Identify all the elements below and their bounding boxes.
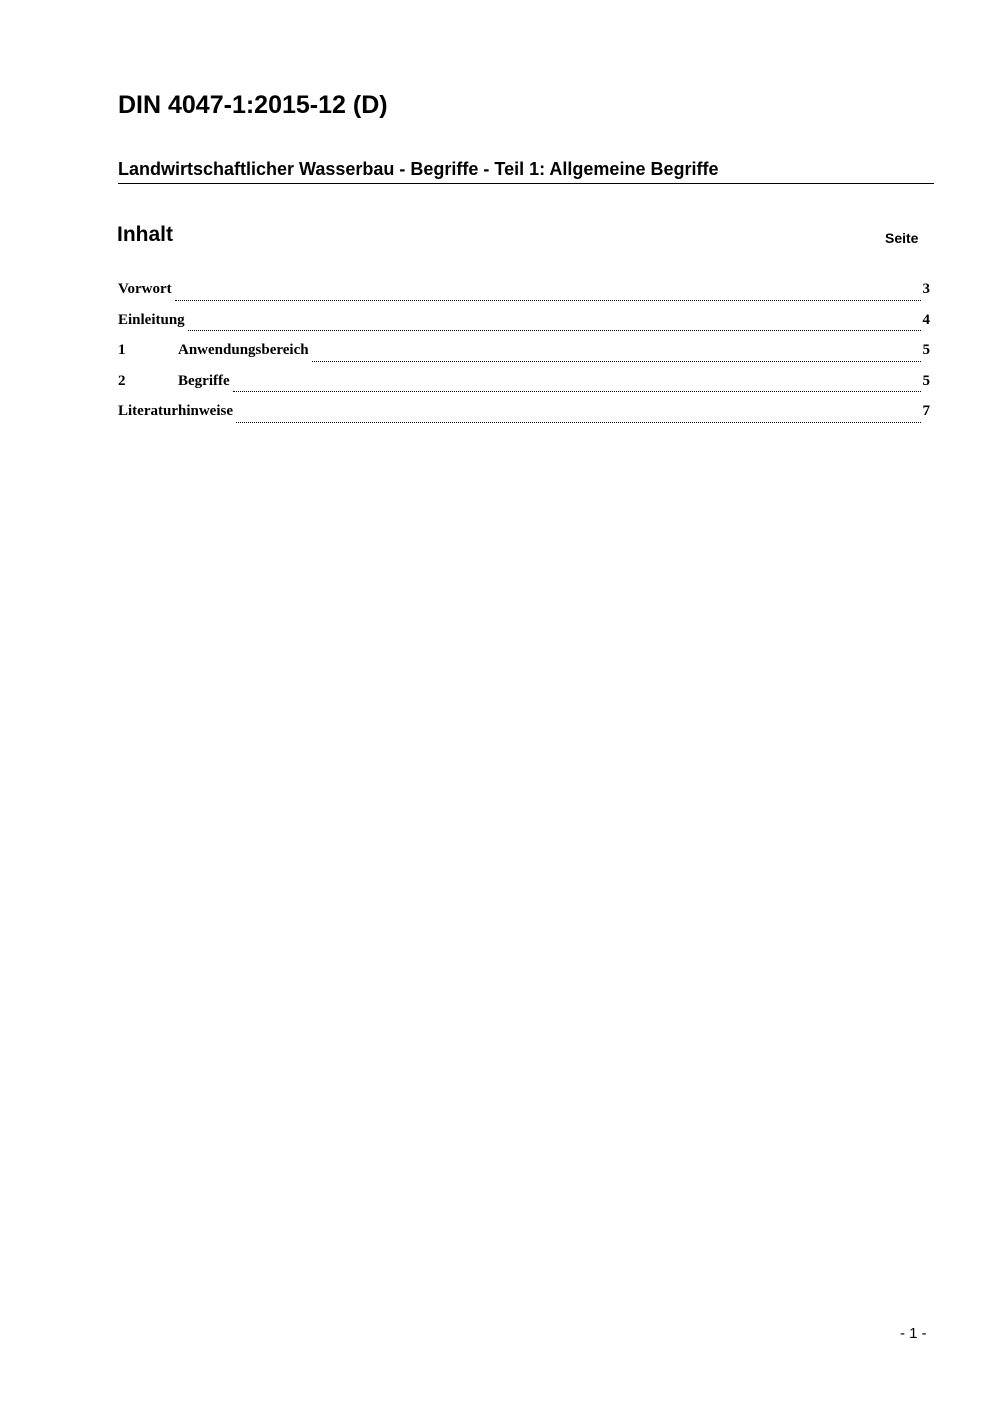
- toc-page-column-label: Seite: [885, 230, 919, 246]
- toc-dot-leader: [312, 361, 921, 362]
- toc-entry-vorwort[interactable]: [118, 278, 930, 309]
- page-number: - 1 -: [900, 1325, 927, 1342]
- toc-entry-label: Anwendungsbereich: [178, 342, 309, 358]
- toc-entry-page: 4: [922, 311, 930, 328]
- toc-entry-label: Begriffe: [178, 372, 230, 389]
- document-title: Landwirtschaftlicher Wasserbau - Begriffe - Teil 1: Allgemeine Begriffe: [118, 157, 934, 184]
- table-of-contents: [118, 278, 930, 431]
- toc-entry-literaturhinweise[interactable]: [118, 400, 930, 431]
- toc-dot-leader: [188, 330, 921, 331]
- toc-entry-label: Vorwort: [118, 281, 172, 297]
- toc-dot-leader: [236, 422, 921, 423]
- toc-entry-page: 3: [922, 281, 930, 297]
- toc-entry-number: 2: [118, 372, 126, 389]
- toc-entry-number: 1: [118, 342, 126, 358]
- toc-entry-anwendungsbereich[interactable]: [118, 339, 930, 370]
- toc-dot-leader: [233, 391, 921, 392]
- toc-entry-page: 5: [922, 342, 930, 358]
- toc-entry-begriffe[interactable]: [118, 370, 930, 401]
- document-id: DIN 4047-1:2015-12 (D): [118, 91, 388, 119]
- toc-entry-page: 7: [922, 403, 930, 419]
- toc-heading: Inhalt: [117, 223, 173, 246]
- toc-entry-label: Einleitung: [118, 311, 185, 328]
- toc-dot-leader: [175, 300, 921, 301]
- toc-entry-einleitung[interactable]: [118, 309, 930, 340]
- toc-entry-label: Literaturhinweise: [118, 403, 233, 419]
- toc-entry-page: 5: [922, 372, 930, 389]
